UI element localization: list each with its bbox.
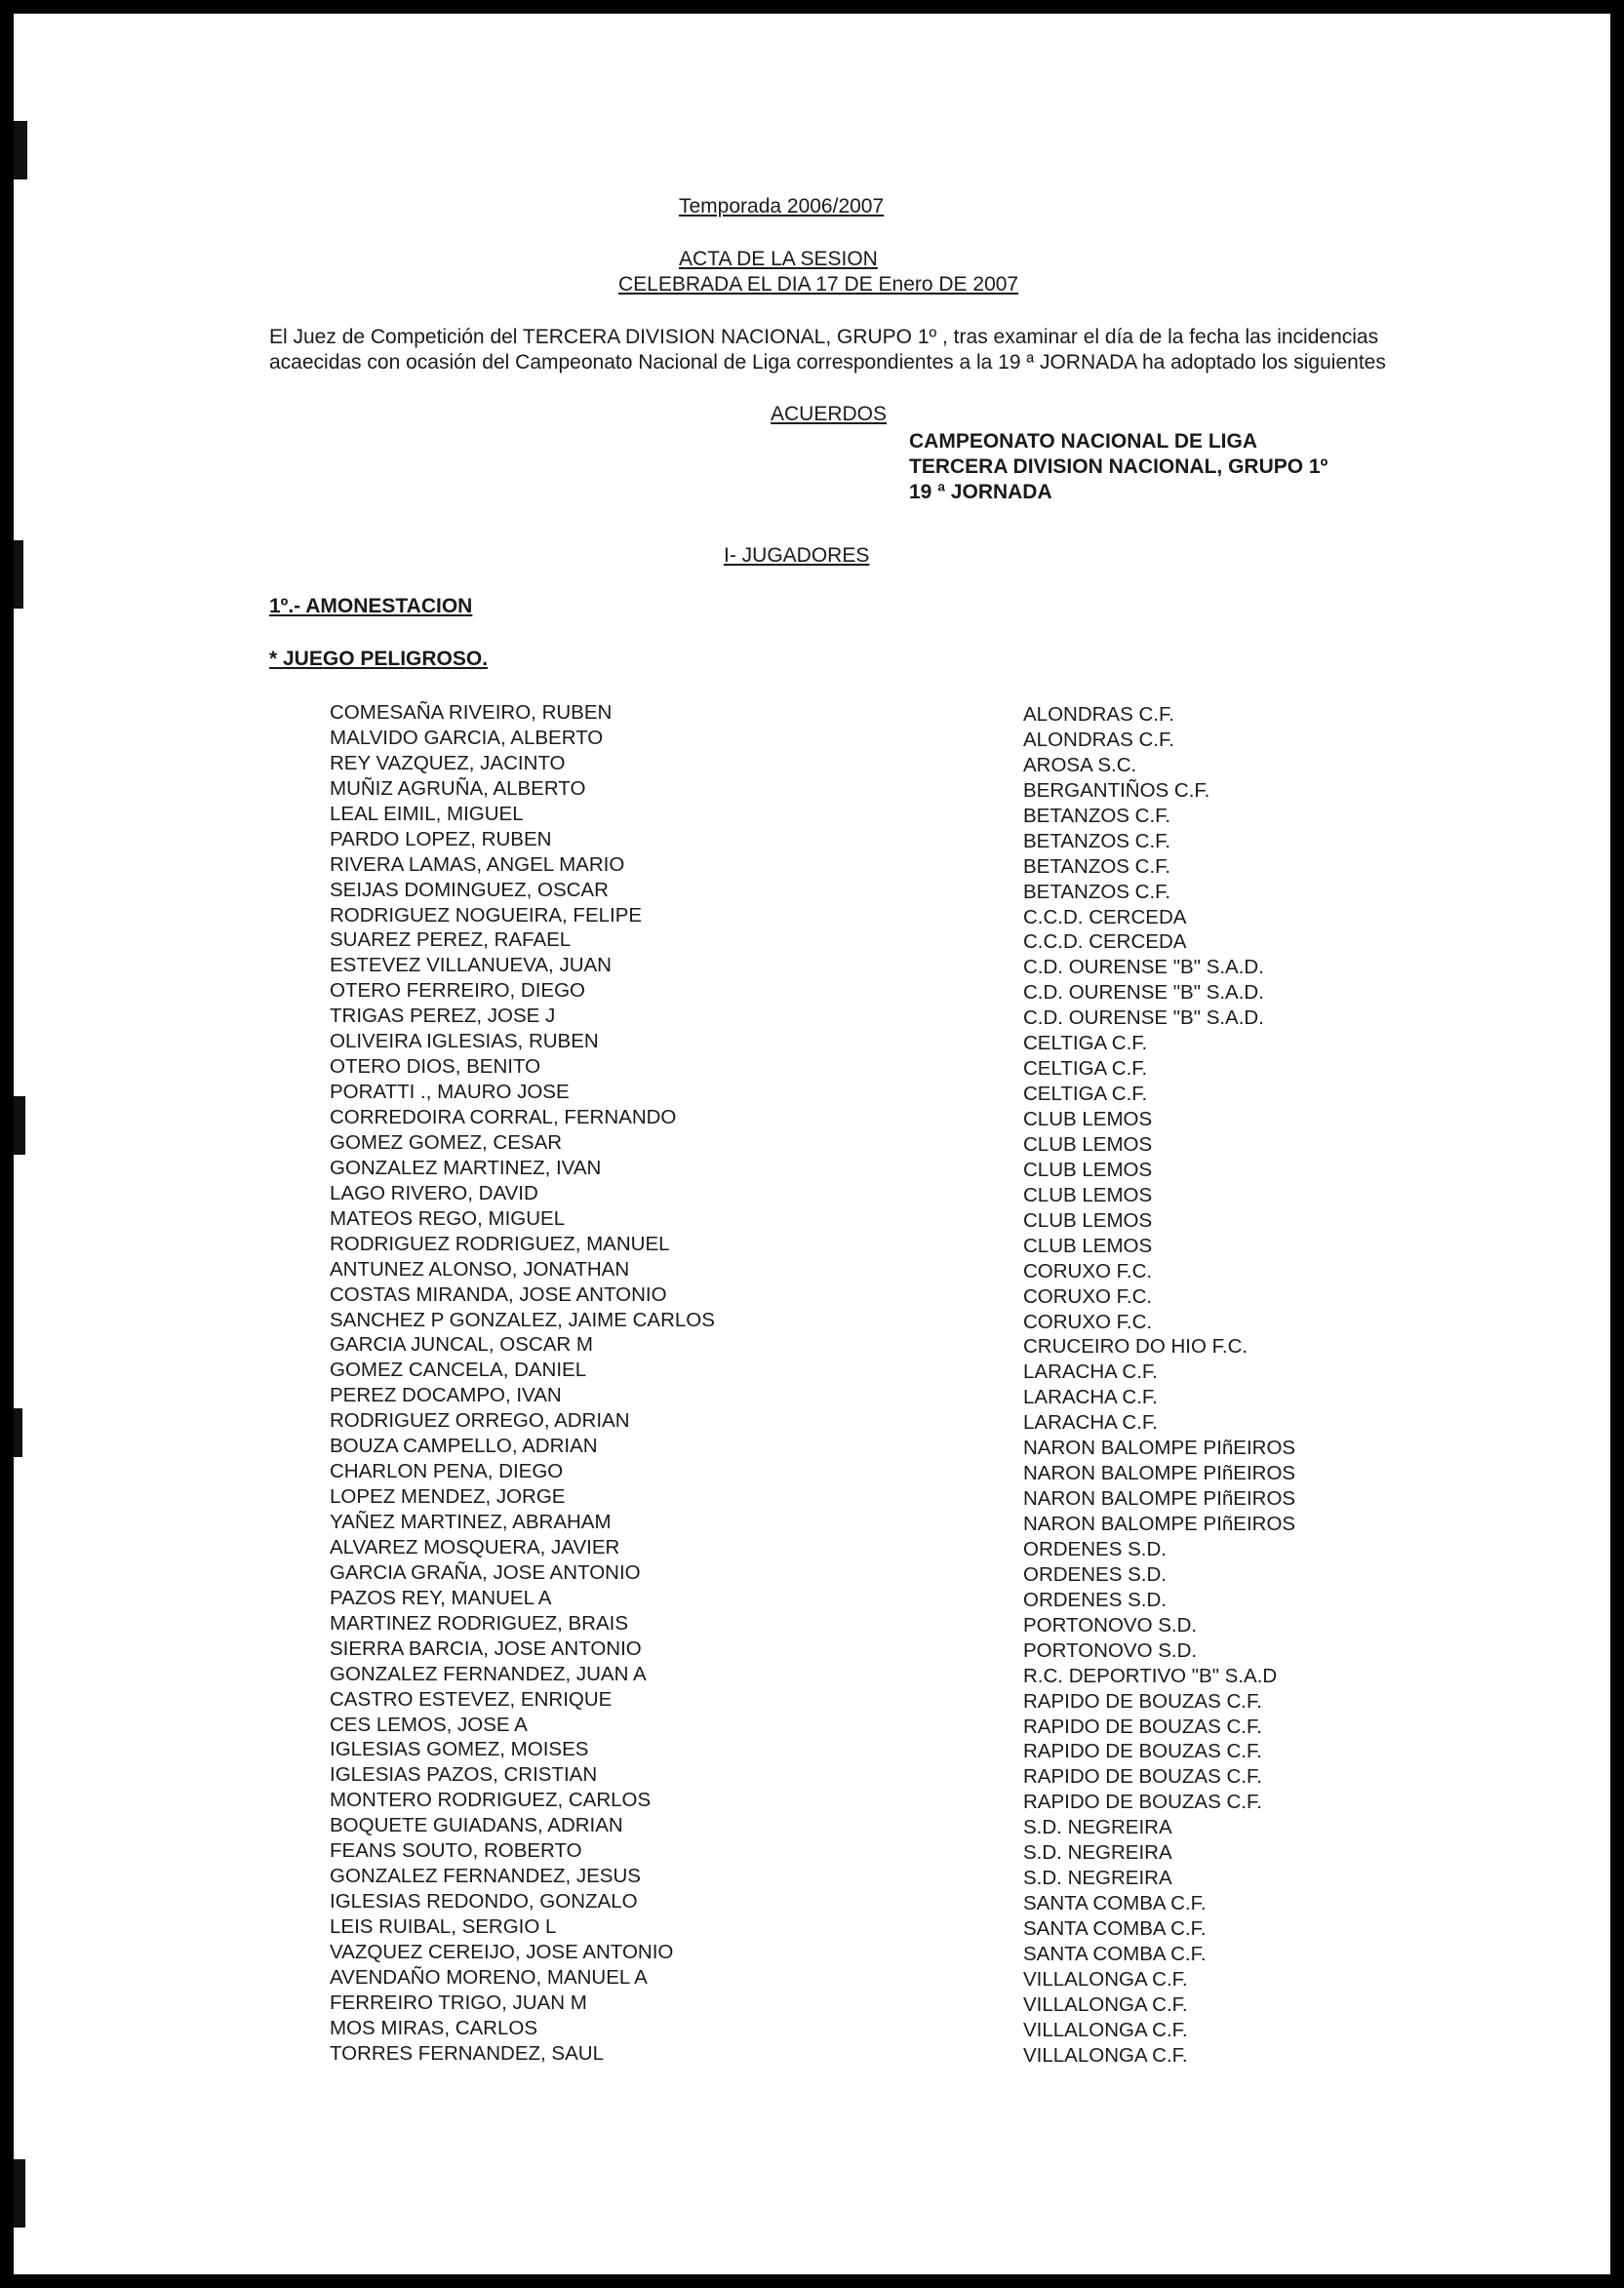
player-name: OTERO DIOS, BENITO bbox=[330, 1055, 541, 1079]
list-item bbox=[330, 1080, 1403, 1105]
player-name: FEANS SOUTO, ROBERTO bbox=[330, 1839, 582, 1863]
list-item bbox=[330, 1408, 1403, 1434]
player-name: BOQUETE GUIADANS, ADRIAN bbox=[330, 1814, 623, 1837]
player-club: VILLALONGA C.F. bbox=[1023, 1992, 1188, 2016]
player-club: ORDENES S.D. bbox=[1023, 1562, 1167, 1586]
document-page bbox=[14, 14, 1610, 2274]
player-name: GARCIA JUNCAL, OSCAR M bbox=[330, 1333, 593, 1357]
player-club: ALONDRAS C.F. bbox=[1023, 703, 1174, 726]
player-club: BETANZOS C.F. bbox=[1023, 829, 1171, 852]
list-item bbox=[330, 903, 1403, 928]
list-item bbox=[330, 1130, 1403, 1156]
player-name: LOPEZ MENDEZ, JORGE bbox=[330, 1485, 566, 1509]
player-name: MOS MIRAS, CARLOS bbox=[330, 2016, 538, 2039]
player-club: RAPIDO DE BOUZAS C.F. bbox=[1023, 1791, 1262, 1814]
player-club: CELTIGA C.F. bbox=[1023, 1083, 1148, 1106]
list-item bbox=[330, 1788, 1403, 1813]
list-item bbox=[330, 1560, 1403, 1586]
player-name: LAGO RIVERO, DAVID bbox=[330, 1181, 538, 1204]
player-name: CES LEMOS, JOSE A bbox=[330, 1713, 528, 1736]
subsection-heading: 1º.- AMONESTACION bbox=[269, 595, 473, 617]
list-item bbox=[330, 2016, 1403, 2041]
player-name: RIVERA LAMAS, ANGEL MARIO bbox=[330, 852, 625, 876]
player-name: MONTERO RODRIGUEZ, CARLOS bbox=[330, 1789, 652, 1812]
player-name: LEAL EIMIL, MIGUEL bbox=[330, 802, 524, 825]
player-name: MUÑIZ AGRUÑA, ALBERTO bbox=[330, 776, 586, 800]
list-item bbox=[330, 776, 1403, 802]
player-club: BETANZOS C.F. bbox=[1023, 804, 1171, 827]
player-club: C.D. OURENSE "B" S.A.D. bbox=[1023, 1006, 1264, 1030]
scan-edge-mark bbox=[14, 2159, 25, 2228]
player-name: OLIVEIRA IGLESIAS, RUBEN bbox=[330, 1030, 599, 1053]
player-name: SANCHEZ P GONZALEZ, JAIME CARLOS bbox=[330, 1308, 715, 1331]
list-item bbox=[330, 1889, 1403, 1914]
player-name: AVENDAÑO MORENO, MANUEL A bbox=[330, 1965, 648, 1989]
player-name: GONZALEZ MARTINEZ, IVAN bbox=[330, 1156, 602, 1179]
player-name: GONZALEZ FERNANDEZ, JESUS bbox=[330, 1865, 641, 1888]
list-item bbox=[330, 1004, 1403, 1029]
competition-division: TERCERA DIVISION NACIONAL, GRUPO 1º bbox=[909, 455, 1328, 478]
list-item bbox=[330, 1484, 1403, 1510]
intro-line: El Juez de Competición del TERCERA DIVISION NACIONAL, GRUPO 1º , tras examinar el día de la fecha las incidencias bbox=[269, 326, 1379, 348]
player-name: MARTINEZ RODRIGUEZ, BRAIS bbox=[330, 1611, 629, 1635]
competition-name: CAMPEONATO NACIONAL DE LIGA bbox=[909, 430, 1258, 453]
player-name: IGLESIAS REDONDO, GONZALO bbox=[330, 1890, 638, 1913]
player-club: RAPIDO DE BOUZAS C.F. bbox=[1023, 1689, 1262, 1713]
player-club: CELTIGA C.F. bbox=[1023, 1032, 1148, 1055]
player-club: C.C.D. CERCEDA bbox=[1023, 905, 1187, 928]
player-name: YAÑEZ MARTINEZ, ABRAHAM bbox=[330, 1511, 612, 1533]
player-name: RODRIGUEZ RODRIGUEZ, MANUEL bbox=[330, 1232, 670, 1255]
list-item bbox=[330, 1991, 1403, 2016]
player-club: C.D. OURENSE "B" S.A.D. bbox=[1023, 981, 1264, 1005]
player-name: FERREIRO TRIGO, JUAN M bbox=[330, 1991, 587, 2014]
player-club: VILLALONGA C.F. bbox=[1023, 2043, 1188, 2067]
player-club: CLUB LEMOS bbox=[1023, 1108, 1153, 1130]
list-item bbox=[330, 1510, 1403, 1535]
player-club: CLUB LEMOS bbox=[1023, 1132, 1153, 1156]
player-club: ALONDRAS C.F. bbox=[1023, 728, 1174, 751]
competition-block bbox=[909, 429, 1327, 505]
player-club: ORDENES S.D. bbox=[1023, 1537, 1167, 1560]
player-club: LARACHA C.F. bbox=[1023, 1361, 1158, 1384]
list-item bbox=[330, 1332, 1403, 1358]
player-name: SIERRA BARCIA, JOSE ANTONIO bbox=[330, 1637, 642, 1660]
player-club: CORUXO F.C. bbox=[1023, 1259, 1153, 1282]
player-name: COSTAS MIRANDA, JOSE ANTONIO bbox=[330, 1282, 667, 1306]
list-item bbox=[330, 802, 1403, 827]
list-item bbox=[330, 1813, 1403, 1838]
player-name: PARDO LOPEZ, RUBEN bbox=[330, 827, 552, 850]
scan-edge-mark bbox=[14, 1408, 22, 1457]
player-name: ANTUNEZ ALONSO, JONATHAN bbox=[330, 1257, 630, 1281]
list-item bbox=[330, 878, 1403, 903]
player-club: VILLALONGA C.F. bbox=[1023, 2018, 1188, 2041]
player-name: BOUZA CAMPELLO, ADRIAN bbox=[330, 1435, 598, 1458]
intro-line: acaecidas con ocasión del Campeonato Nacional de Liga correspondientes a la 19 ª JORNADA ha adoptado los siguientes bbox=[269, 351, 1386, 374]
list-item bbox=[330, 1662, 1403, 1687]
player-name: PEREZ DOCAMPO, IVAN bbox=[330, 1384, 562, 1407]
player-club: SANTA COMBA C.F. bbox=[1023, 1942, 1207, 1965]
list-item bbox=[330, 1762, 1403, 1788]
player-name: CORREDOIRA CORRAL, FERNANDO bbox=[330, 1106, 677, 1128]
list-item bbox=[330, 978, 1403, 1004]
player-club: BERGANTIÑOS C.F. bbox=[1023, 778, 1210, 802]
player-club: RAPIDO DE BOUZAS C.F. bbox=[1023, 1740, 1262, 1763]
player-name: PAZOS REY, MANUEL A bbox=[330, 1586, 552, 1609]
player-name: RODRIGUEZ NOGUEIRA, FELIPE bbox=[330, 903, 643, 927]
player-club: NARON BALOMPE PIñEIROS bbox=[1023, 1513, 1296, 1535]
category-heading: * JUEGO PELIGROSO. bbox=[269, 648, 489, 670]
player-club: S.D. NEGREIRA bbox=[1023, 1816, 1172, 1839]
player-club: SANTA COMBA C.F. bbox=[1023, 1892, 1207, 1915]
list-item bbox=[330, 1737, 1403, 1762]
player-name: SUAREZ PEREZ, RAFAEL bbox=[330, 928, 572, 952]
list-item bbox=[330, 1914, 1403, 1940]
list-item bbox=[330, 1459, 1403, 1484]
player-name: GONZALEZ FERNANDEZ, JUAN A bbox=[330, 1662, 647, 1685]
list-item bbox=[330, 1257, 1403, 1282]
list-item bbox=[330, 1232, 1403, 1257]
list-item bbox=[330, 1586, 1403, 1611]
list-item bbox=[330, 1864, 1403, 1889]
list-item bbox=[330, 700, 1403, 726]
player-name: ALVAREZ MOSQUERA, JAVIER bbox=[330, 1535, 620, 1558]
list-item bbox=[330, 1838, 1403, 1864]
player-name: CASTRO ESTEVEZ, ENRIQUE bbox=[330, 1687, 613, 1711]
player-name: GOMEZ GOMEZ, CESAR bbox=[330, 1130, 563, 1154]
sanctioned-players-list bbox=[330, 700, 1403, 2067]
list-item bbox=[330, 927, 1403, 953]
player-name: COMESAÑA RIVEIRO, RUBEN bbox=[330, 701, 613, 724]
list-item bbox=[330, 1611, 1403, 1637]
player-club: ORDENES S.D. bbox=[1023, 1588, 1167, 1611]
player-name: REY VAZQUEZ, JACINTO bbox=[330, 751, 566, 774]
player-club: NARON BALOMPE PIñEIROS bbox=[1023, 1487, 1296, 1511]
acta-title: ACTA DE LA SESION bbox=[679, 248, 878, 270]
list-item bbox=[330, 1181, 1403, 1206]
list-item bbox=[330, 1637, 1403, 1662]
intro-paragraph bbox=[269, 325, 1386, 375]
list-item bbox=[330, 1383, 1403, 1408]
list-item bbox=[330, 953, 1403, 978]
player-name: IGLESIAS GOMEZ, MOISES bbox=[330, 1738, 589, 1761]
list-item bbox=[330, 726, 1403, 751]
player-club: RAPIDO DE BOUZAS C.F. bbox=[1023, 1765, 1262, 1789]
list-item bbox=[330, 1687, 1403, 1713]
scan-edge-mark bbox=[14, 121, 27, 179]
player-club: CLUB LEMOS bbox=[1023, 1234, 1153, 1257]
list-item bbox=[330, 827, 1403, 852]
player-club: PORTONOVO S.D. bbox=[1023, 1638, 1198, 1662]
player-club: CLUB LEMOS bbox=[1023, 1183, 1153, 1206]
player-name: OTERO FERREIRO, DIEGO bbox=[330, 979, 585, 1003]
list-item bbox=[330, 1940, 1403, 1965]
player-name: ESTEVEZ VILLANUEVA, JUAN bbox=[330, 954, 612, 977]
player-name: GOMEZ CANCELA, DANIEL bbox=[330, 1359, 587, 1382]
player-name: CHARLON PENA, DIEGO bbox=[330, 1460, 564, 1483]
player-club: LARACHA C.F. bbox=[1023, 1386, 1158, 1409]
list-item bbox=[330, 2041, 1403, 2067]
player-club: SANTA COMBA C.F. bbox=[1023, 1917, 1207, 1940]
list-item bbox=[330, 751, 1403, 776]
competition-round: 19 ª JORNADA bbox=[909, 481, 1052, 503]
player-name: TORRES FERNANDEZ, SAUL bbox=[330, 2041, 604, 2065]
player-name: TRIGAS PEREZ, JOSE J bbox=[330, 1005, 556, 1028]
list-item bbox=[330, 852, 1403, 878]
player-club: CLUB LEMOS bbox=[1023, 1208, 1153, 1232]
player-name: VAZQUEZ CEREIJO, JOSE ANTONIO bbox=[330, 1940, 674, 1963]
player-club: CLUB LEMOS bbox=[1023, 1158, 1153, 1181]
player-name: IGLESIAS PAZOS, CRISTIAN bbox=[330, 1763, 598, 1787]
player-club: CELTIGA C.F. bbox=[1023, 1057, 1148, 1081]
player-club: NARON BALOMPE PIñEIROS bbox=[1023, 1437, 1296, 1460]
list-item bbox=[330, 1156, 1403, 1181]
player-club: BETANZOS C.F. bbox=[1023, 880, 1171, 903]
list-item bbox=[330, 1965, 1403, 1991]
player-club: VILLALONGA C.F. bbox=[1023, 1967, 1188, 1991]
player-club: C.D. OURENSE "B" S.A.D. bbox=[1023, 956, 1264, 979]
player-club: NARON BALOMPE PIñEIROS bbox=[1023, 1462, 1296, 1485]
player-name: MATEOS REGO, MIGUEL bbox=[330, 1206, 566, 1230]
player-club: RAPIDO DE BOUZAS C.F. bbox=[1023, 1715, 1262, 1738]
player-club: C.C.D. CERCEDA bbox=[1023, 930, 1187, 954]
player-name: GARCIA GRAÑA, JOSE ANTONIO bbox=[330, 1560, 641, 1584]
player-name: RODRIGUEZ ORREGO, ADRIAN bbox=[330, 1409, 630, 1433]
player-club: AROSA S.C. bbox=[1023, 753, 1137, 776]
player-name: MALVIDO GARCIA, ALBERTO bbox=[330, 726, 604, 749]
list-item bbox=[330, 1054, 1403, 1080]
player-name: LEIS RUIBAL, SERGIO L bbox=[330, 1915, 557, 1938]
acuerdos-heading: ACUERDOS bbox=[771, 403, 888, 425]
scan-edge-mark bbox=[14, 1096, 25, 1155]
player-club: BETANZOS C.F. bbox=[1023, 854, 1171, 878]
list-item bbox=[330, 1105, 1403, 1130]
player-club: CRUCEIRO DO HIO F.C. bbox=[1023, 1335, 1248, 1359]
list-item bbox=[330, 1713, 1403, 1738]
list-item bbox=[330, 1434, 1403, 1459]
list-item bbox=[330, 1358, 1403, 1383]
list-item bbox=[330, 1535, 1403, 1560]
list-item bbox=[330, 1282, 1403, 1308]
player-club: R.C. DEPORTIVO "B" S.A.D bbox=[1023, 1664, 1278, 1687]
player-club: S.D. NEGREIRA bbox=[1023, 1867, 1172, 1890]
list-item bbox=[330, 1029, 1403, 1054]
session-date-title: CELEBRADA EL DIA 17 DE Enero DE 2007 bbox=[618, 273, 1019, 296]
player-club: LARACHA C.F. bbox=[1023, 1411, 1158, 1435]
player-name: SEIJAS DOMINGUEZ, OSCAR bbox=[330, 878, 609, 901]
player-club: CORUXO F.C. bbox=[1023, 1310, 1153, 1333]
list-item bbox=[330, 1206, 1403, 1232]
list-item bbox=[330, 1308, 1403, 1333]
player-club: CORUXO F.C. bbox=[1023, 1284, 1153, 1308]
player-club: S.D. NEGREIRA bbox=[1023, 1841, 1172, 1865]
player-name: PORATTI ., MAURO JOSE bbox=[330, 1081, 570, 1104]
player-club: PORTONOVO S.D. bbox=[1023, 1613, 1198, 1637]
season-heading: Temporada 2006/2007 bbox=[679, 195, 885, 217]
section-heading: I- JUGADORES bbox=[724, 544, 870, 567]
scan-edge-mark bbox=[14, 540, 23, 609]
